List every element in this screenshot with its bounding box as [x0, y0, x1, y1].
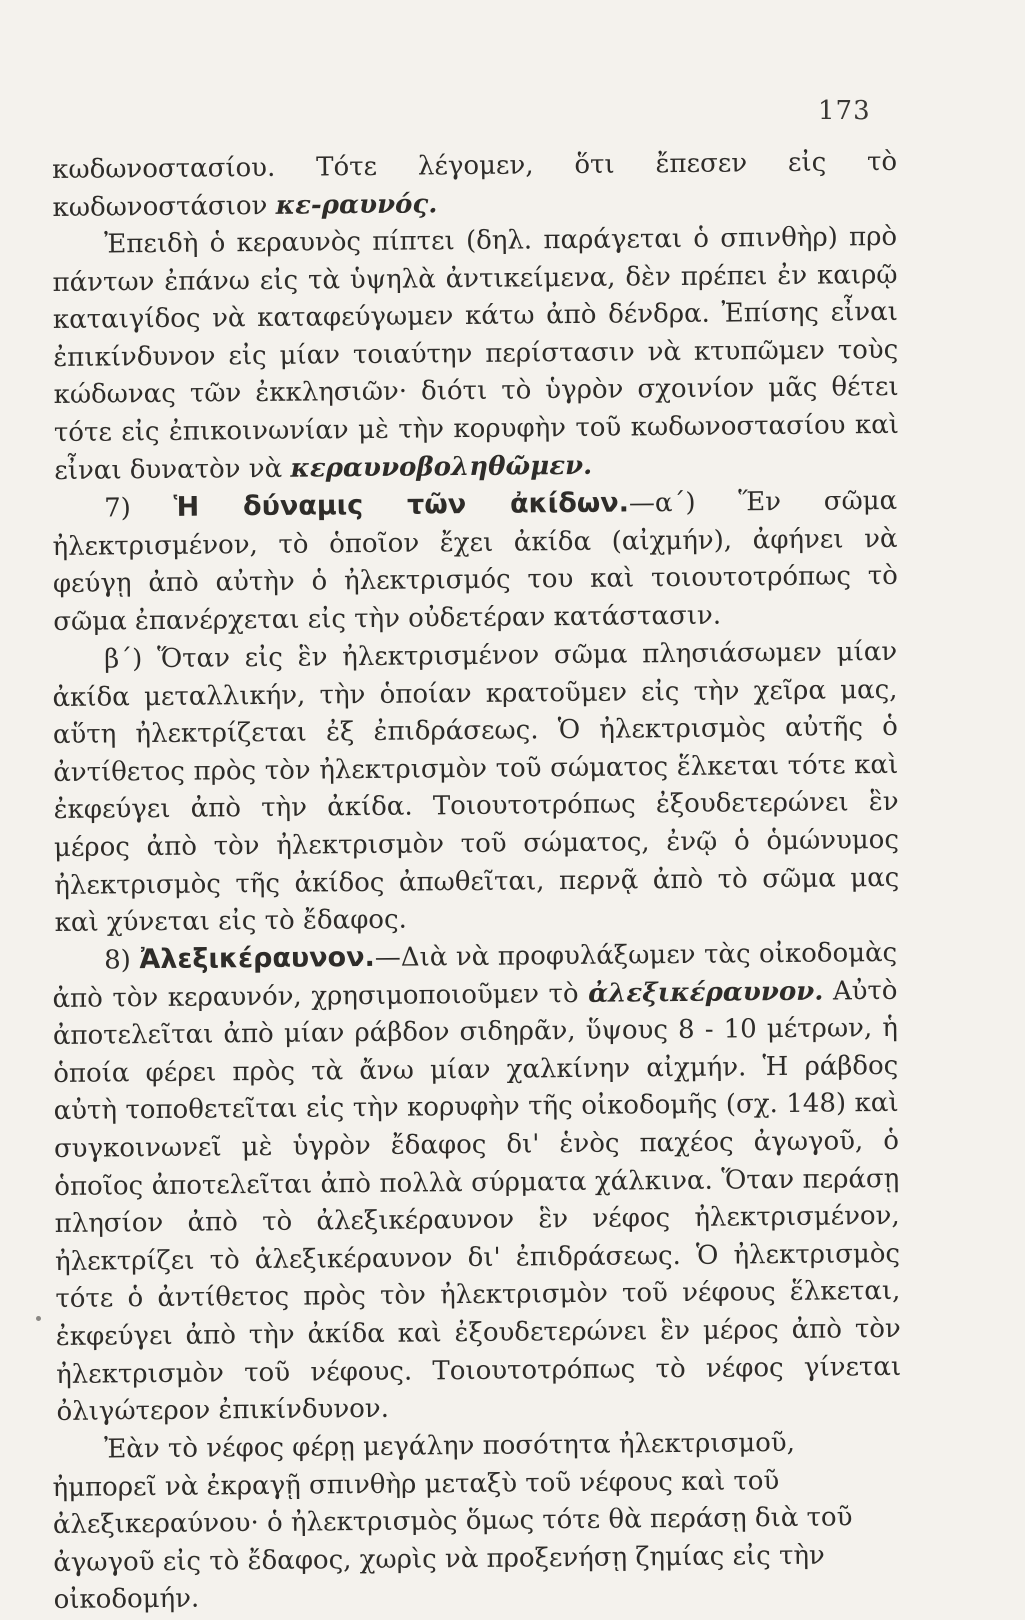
- section-7-heading: Ἡ δύναμις τῶν ἀκίδων.: [173, 487, 630, 524]
- section-7-number: 7): [104, 493, 174, 524]
- paragraph-5: [52, 934, 902, 1432]
- paragraph-6-text: Ἐὰν τὸ νέφος φέρῃ μεγάλην ποσότητα ἠλεκτρισμοῦ, ἠμπορεῖ νὰ ἐκραγῇ σπινθὴρ μεταξὺ τοῦ νέφους καὶ τοῦ ἀλεξικεραύνου· ὁ ἠλεκτρισμὸς ὅμως τότε θὰ περάσῃ διὰ τοῦ ἀγωγοῦ εἰς τὸ ἔδαφος, χωρὶς νὰ προξενήσῃ ζημίας εἰς τὴν οἰκοδομήν.: [52, 1428, 853, 1616]
- section-8-number: 8): [104, 945, 140, 976]
- section-8-heading: Ἀλεξικέραυνον.: [139, 942, 375, 976]
- paragraph-5-text-b: Αὐτὸ ἀποτελεῖται ἀπὸ μίαν ράβδον σιδηρᾶν, ὕψους 8 - 10 μέτρων, ἡ ὁποία φέρει πρὸς τὰ ἄνω μίαν χαλκίνην αἰχμήν. Ἡ ράβδος αὐτὴ τοποθετεῖται εἰς τὴν κορυφὴν τῆς οἰκοδομῆς (σχ. 148) καὶ συγκοινωνεῖ μὲ ὑγρὸν ἔδαφος δι' ἑνὸς παχέος ἀγωγοῦ, ὁ ὁποῖος ἀποτελεῖται ἀπὸ πολλὰ σύρματα χάλκινα. Ὅταν περάσῃ πλησίον ἀπὸ τὸ ἀλεξικέραυνον ἓν νέφος ἠλεκτρισμένον, ἠλεκτρίζει τὸ ἀλεξικέραυνον δι' ἐπιδράσεως. Ὁ ἠλεκτρισμὸς τότε ὁ ἀντίθετος πρὸς τὸν ἠλεκτρισμὸν τοῦ νέφους ἕλκεται, ἐκφεύγει ἀπὸ τὴν ἀκίδα καὶ ἐξουδετερώνει ἓν μέρος ἀπὸ τὸν ἠλεκτρισμὸν τοῦ νέφους. Τοιουτοτρόπως τὸ νέφος γίνεται ὀλιγώτερον ἐπικίνδυνον.: [52, 975, 902, 1428]
- page-number: 173: [818, 96, 871, 126]
- term-keraunos: κε-ραυνός.: [275, 188, 438, 221]
- paragraph-1: [52, 144, 898, 227]
- margin-mark: [36, 1316, 41, 1321]
- paragraph-6: [52, 1424, 899, 1620]
- paragraph-5-text-a: —Διὰ νὰ προφυλάξωμεν τὰς οἰκοδομὰς ἀπὸ τὸν κεραυνόν, χρησιμοποιοῦμεν τὸ: [52, 938, 898, 1015]
- paragraph-4-text: β΄) Ὅταν εἰς ἓν ἠλεκτρισμένον σῶμα πλησιάσωμεν μίαν ἀκίδα μεταλλικήν, τὴν ὁποίαν κρατοῦμεν εἰς τὴν χεῖρα μας, αὕτη ἠλεκτρίζεται ἐξ ἐπιδράσεως. Ὁ ἠλεκτρισμὸς αὐτῆς ὁ ἀντίθετος πρὸς τὸν ἠλεκτρισμὸν τοῦ σώματος ἕλκεται τότε καὶ ἐκφεύγει ἀπὸ τὴν ἀκίδα. Τοιουτοτρόπως ἐξουδετερώνει ἓν μέρος ἀπὸ τὸν ἠλεκτρισμὸν τοῦ σώματος, ἐνῷ ὁ ὁμώνυμος ἠλεκτρισμὸς τῆς ἀκίδος ἀπωθεῖται, περνᾷ ἀπὸ τὸ σῶμα μας καὶ χύνεται εἰς τὸ ἔδαφος.: [52, 636, 900, 938]
- paragraph-4: [52, 634, 900, 943]
- body-text: [52, 146, 902, 1620]
- paragraph-1-text: κωδωνοστασίου. Τότε λέγομεν, ὅτι ἔπεσεν εἰς τὸ κωδωνοστάσιον: [52, 146, 898, 223]
- paragraph-3-text: —α΄) Ἕν σῶμα ἠλεκτρισμένον, τὸ ὁποῖον ἔχει ἀκίδα (αἰχμήν), ἀφήνει νὰ φεύγῃ ἀπὸ αὐτὴν ὁ ἠλεκτρισμός του καὶ τοιουτοτρόπως τὸ σῶμα ἐπανέρχεται εἰς τὴν οὐδετέραν κατάστασιν.: [52, 486, 899, 638]
- term-alexikeraunon: ἀλεξικέραυνον.: [588, 976, 824, 1009]
- paragraph-2-text: Ἐπειδὴ ὁ κεραυνὸς πίπτει (δηλ. παράγεται ὁ σπινθὴρ) πρὸ πάντων ἐπάνω εἰς τὰ ὑψηλὰ ἀντικείμενα, δὲν πρέπει ἐν καιρῷ καταιγίδος νὰ καταφεύγωμεν κάτω ἀπὸ δένδρα. Ἐπίσης εἶναι ἐπικίνδυνον εἰς μίαν τοιαύτην περίστασιν νὰ κτυπῶμεν τοὺς κώδωνας τῶν ἐκκλησιῶν· διότι τὸ ὑγρὸν σχοινίον μᾶς θέτει τότε εἰς ἐπικοινωνίαν μὲ τὴν κορυφὴν τοῦ κωδωνοστασίου καὶ εἶναι δυνατὸν νὰ: [52, 222, 900, 486]
- paragraph-3: [52, 482, 898, 641]
- term-keraunovolithomen: κεραυνοβοληθῶμεν.: [290, 450, 593, 484]
- paragraph-2: [52, 219, 899, 490]
